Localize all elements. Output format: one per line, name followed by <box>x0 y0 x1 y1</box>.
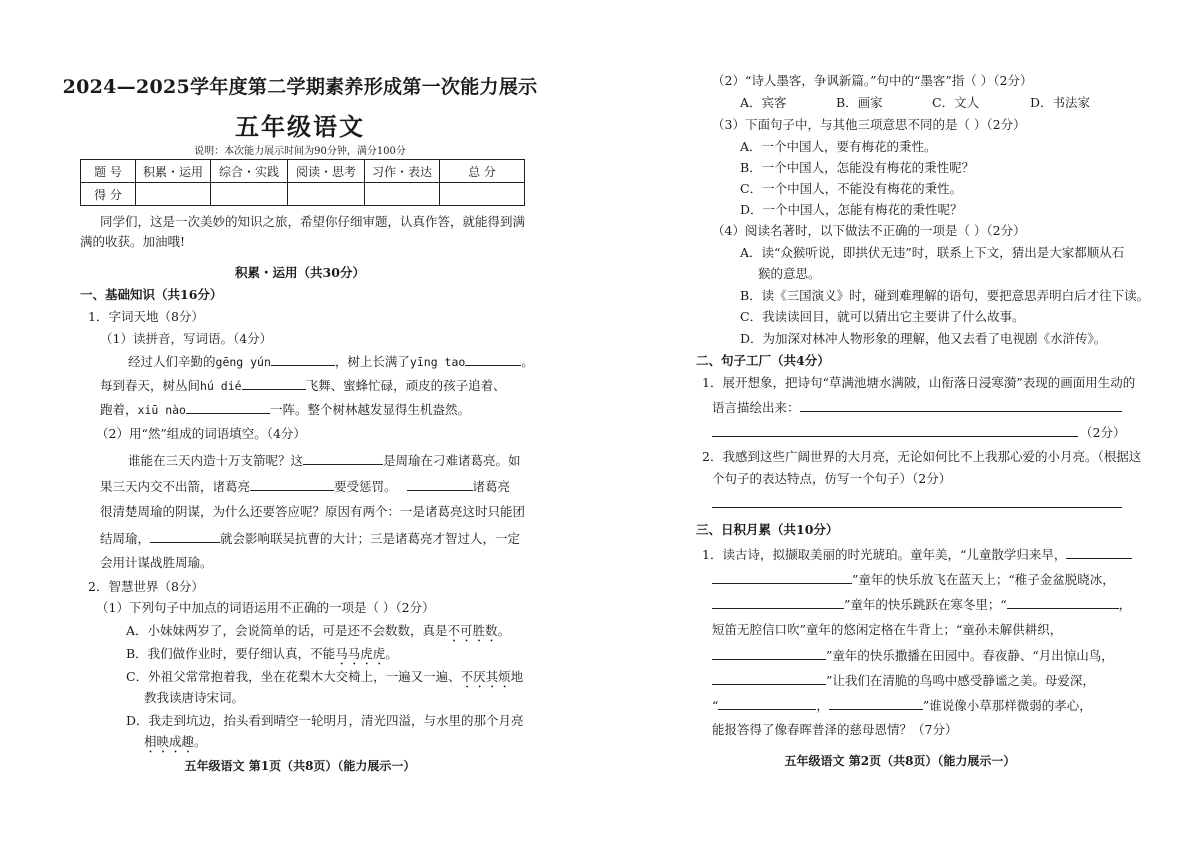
pinyin: xiū nào <box>137 403 186 417</box>
question-heading: 2．智慧世界（8分） <box>88 579 204 594</box>
exam-note: 说明：本次能力展示时间为90分钟，满分100分 <box>194 146 406 157</box>
question-line: ”童年的快乐放飞在蓝天上；“稚子金盆脱晓冰， <box>712 571 1115 588</box>
answer-blank[interactable] <box>150 530 220 543</box>
option-a[interactable]: A．一个中国人，要有梅花的秉性。 <box>740 139 937 154</box>
section-title: 积累・运用（共30分） <box>235 265 365 280</box>
question-line: 1．读古诗，拟撷取美丽的时光琥珀。童年美，“儿童散学归来早， <box>702 546 1132 563</box>
page-2 <box>600 0 1200 849</box>
option-d[interactable]: D．一个中国人，怎能有梅花的秉性呢？ <box>740 202 963 217</box>
question-heading: （1）读拼音，写词语。（4分） <box>100 331 273 346</box>
question-line: 果三天内交不出箭，诸葛亮 要受惩罚。 诸葛亮 <box>100 479 511 494</box>
option-b[interactable]: B．画家 <box>836 95 883 110</box>
part-heading: 一、基础知识（共16分） <box>80 287 223 302</box>
question-line: ”让我们在清脆的鸟鸣中感受静谧之美。母爱深， <box>712 672 1095 689</box>
answer-line[interactable] <box>800 411 1122 412</box>
question-line: 短笛无腔信口吹”童年的悠闲定格在牛背上；“童孙未解供耕织， <box>712 622 1063 637</box>
question-heading: （3）下面句子中，与其他三项意思不同的是（ ）（2分） <box>712 117 1026 132</box>
question-heading: （4）阅读名著时，以下做法不正确的一项是（ ）（2分） <box>712 223 1026 238</box>
option-c[interactable]: C．我读读回目，就可以猜出它主要讲了什么故事。 <box>740 309 1025 324</box>
question-line: 1．展开想象，把诗句“草满池塘水满陂，山衔落日浸寒漪”表现的画面用生动的 <box>702 375 1136 390</box>
score-input-cell[interactable] <box>365 183 440 206</box>
score-header-cell: 习作・表达 <box>365 160 440 183</box>
option-a[interactable]: A．宾客 <box>740 95 787 110</box>
option-c[interactable]: C．文人 <box>932 95 980 110</box>
option-d[interactable]: D．我走到坑边，抬头看到晴空一轮明月，清光四溢，与水里的那个月亮 <box>126 713 524 728</box>
answer-blank[interactable] <box>718 697 816 710</box>
question-line: 经过人们辛勤的gēng yún ，树上长满了yīng tao 。 <box>128 354 534 369</box>
pinyin: gēng yún <box>215 355 271 369</box>
score-table <box>80 159 525 206</box>
option-b[interactable]: B．我们做作业时，要仔细认真，不能马马虎虎。 <box>126 646 398 661</box>
exam-title: 2024—2025学年度第二学期素养形成第一次能力展示 <box>62 76 538 98</box>
intro-text: 同学们，这是一次美妙的知识之旅，希望你仔细审题，认真作答，就能得到满 <box>100 214 526 229</box>
option-a[interactable]: A．读“众猴听说，即拱伏无违”时，联系上下文，猜出是大家都顺从石 <box>740 245 1125 260</box>
subject-title: 五年级语文 <box>235 112 365 141</box>
answer-line[interactable] <box>712 436 1078 437</box>
answer-blank[interactable] <box>1007 596 1119 609</box>
score-input-cell[interactable] <box>440 183 525 206</box>
question-line: ”童年的快乐撒播在田园中。春夜静、“月出惊山鸟， <box>712 647 1114 664</box>
answer-blank[interactable] <box>712 647 826 660</box>
option-d[interactable]: D．书法家 <box>1030 95 1091 110</box>
question-heading: 1．字词天地（8分） <box>88 309 204 324</box>
answer-blank[interactable] <box>242 377 306 390</box>
question-line: “ ， ”谁说像小草那样微弱的孝心， <box>712 698 1092 713</box>
question-line: 很清楚周瑜的阴谋，为什么还要答应呢？原因有两个：一是诸葛亮这时只能团 <box>100 504 526 519</box>
intro-text: 满的收获。加油哦! <box>80 234 186 249</box>
score-input-cell[interactable] <box>211 183 288 206</box>
question-line: 个句子的表达特点，仿写一个句子）（2分） <box>712 471 952 486</box>
answer-blank[interactable] <box>712 571 852 584</box>
answer-blank[interactable] <box>186 401 270 414</box>
page-footer: 五年级语文 第2页（共8页）（能力展示一） <box>784 754 1016 768</box>
option-b[interactable]: B．一个中国人，怎能没有梅花的秉性呢？ <box>740 160 975 175</box>
question-line: 跑着，xiū nào 一阵。整个树林越发显得生机盎然。 <box>100 402 470 417</box>
answer-blank[interactable] <box>1066 546 1132 559</box>
score-header-cell: 积累・运用 <box>136 160 211 183</box>
question-heading: （1）下列句子中加点的词语运用不正确的一项是（ ）（2分） <box>96 600 435 615</box>
option-d[interactable]: D．为加深对林冲人物形象的理解，他又去看了电视剧《水浒传》。 <box>740 331 1107 346</box>
score-header-cell: 总 分 <box>440 160 525 183</box>
question-line: 结周瑜， 就会影响联吴抗曹的大计；三是诸葛亮才智过人，一定 <box>100 531 521 546</box>
answer-blank[interactable] <box>250 478 334 491</box>
part-heading: 三、日积月累（共10分） <box>696 522 839 537</box>
option-a-cont: 猴的意思。 <box>758 266 821 281</box>
pinyin: yīng tao <box>409 355 466 369</box>
answer-line[interactable] <box>712 507 1122 508</box>
option-c[interactable]: C．一个中国人，不能没有梅花的秉性。 <box>740 181 963 196</box>
option-b[interactable]: B．读《三国演义》时，碰到难理解的语句，要把意思弄明白后才往下读。 <box>740 288 1150 303</box>
answer-blank[interactable] <box>407 478 473 491</box>
answer-blank[interactable] <box>303 452 383 465</box>
question-line: 能报答得了像春晖普泽的慈母恩情？（7分） <box>712 722 958 737</box>
question-line: 会用计谋战胜周瑜。 <box>100 555 213 570</box>
answer-blank[interactable] <box>829 697 923 710</box>
option-d-cont: 相映成趣。 <box>144 734 207 749</box>
score-header-cell: 阅读・思考 <box>288 160 365 183</box>
answer-blank[interactable] <box>712 672 826 685</box>
answer-blank[interactable] <box>712 596 844 609</box>
option-a[interactable]: A．小妹妹两岁了，会说简单的话，可是还不会数数，真是不可胜数。 <box>126 623 511 638</box>
question-heading: （2）“诗人墨客，争讽新篇。”句中的“墨客”指（ ）（2分） <box>712 73 1033 88</box>
score-input-cell[interactable] <box>136 183 211 206</box>
part-heading: 二、句子工厂（共4分） <box>696 353 830 368</box>
question-line: 2．我感到这些广阔世界的大月亮，无论如何比不上我那心爱的小月亮。（根据这 <box>702 449 1142 464</box>
question-line: 语言描绘出来： <box>712 400 800 415</box>
score-input-cell[interactable] <box>288 183 365 206</box>
pinyin: hú dié <box>200 379 242 393</box>
page-footer: 五年级语文 第1页（共8页）（能力展示一） <box>184 759 416 773</box>
question-heading: （2）用“然”组成的词语填空。（4分） <box>96 426 306 441</box>
option-c-cont: 教我读唐诗宋词。 <box>144 690 245 705</box>
option-c[interactable]: C．外祖父常常抱着我，坐在花梨木大交椅上，一遍又一遍、不厌其烦地 <box>126 669 524 684</box>
score-header-cell: 题 号 <box>81 160 136 183</box>
question-line: 谁能在三天内造十万支箭呢？这 是周瑜在刁难诸葛亮。如 <box>128 453 521 468</box>
question-line: ”童年的快乐跳跃在寒冬里；“ ， <box>712 596 1131 613</box>
score-header-cell: 综合・实践 <box>211 160 288 183</box>
score-label: （2分） <box>1080 425 1126 440</box>
score-row-label: 得 分 <box>81 183 136 206</box>
answer-blank[interactable] <box>271 353 335 366</box>
question-line: 每到春天，树丛间hú dié 飞舞、蜜蜂忙碌，顽皮的孩子追着、 <box>100 378 506 393</box>
answer-blank[interactable] <box>465 353 521 366</box>
